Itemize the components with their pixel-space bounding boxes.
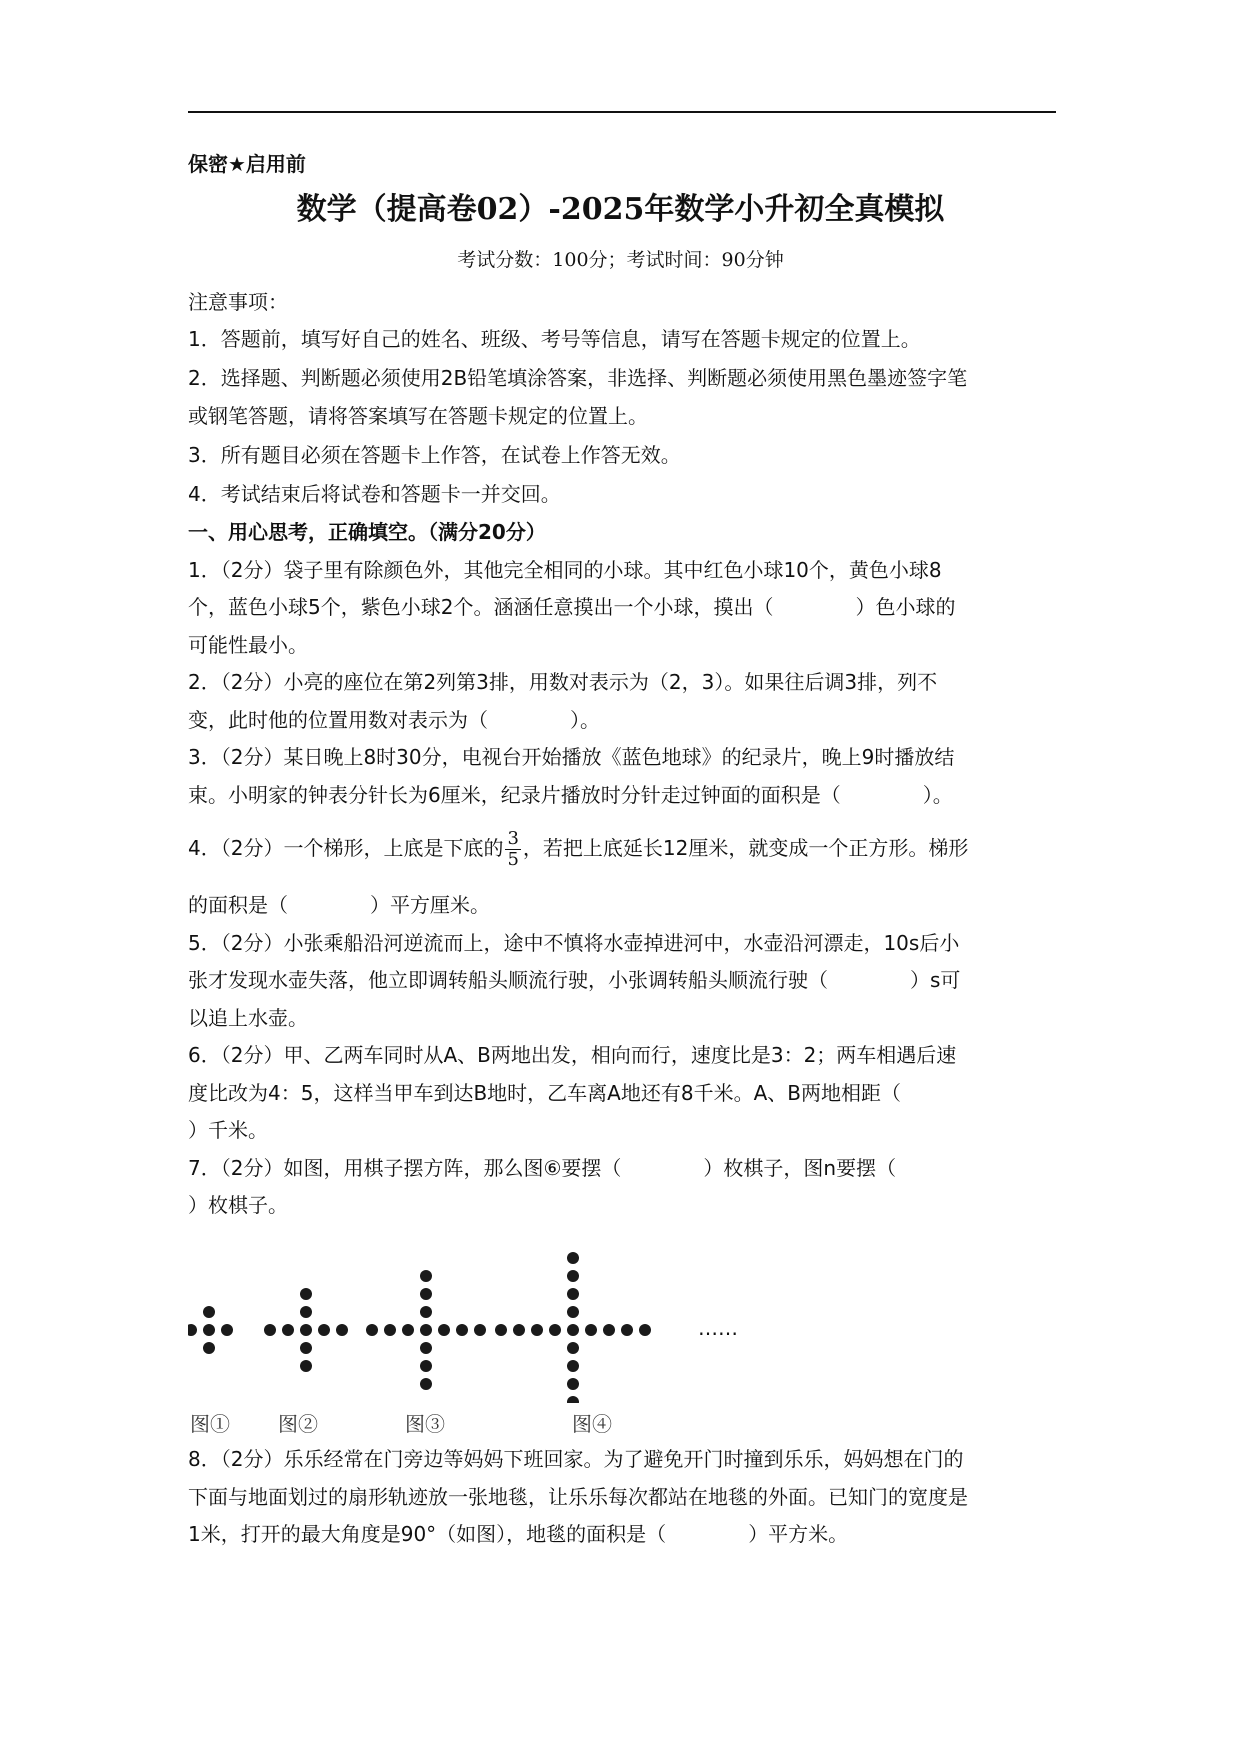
q1-line-1: 1．（2分）袋子里有除颜色外，其他完全相同的小球。其中红色小球10个，黄色小球8 [188, 558, 942, 582]
q5-line-3: 以追上水壶。 [188, 1006, 308, 1030]
q3-text-b: ）。 [922, 783, 953, 807]
figure-1-dot [203, 1342, 215, 1354]
figure-4-dot [567, 1270, 579, 1282]
figure-4-dot [531, 1324, 543, 1336]
q1-text-a: 个，蓝色小球5个，紫色小球2个。涵涵任意摸出一个小球，摸出（ [188, 595, 774, 619]
q7-ellipsis: …… [698, 1316, 738, 1340]
figure-2-dots [264, 1288, 348, 1372]
figure-2-dot [300, 1342, 312, 1354]
figure-2-dot [300, 1324, 312, 1336]
figure-3-dots [366, 1270, 486, 1390]
figure-label-3: 图③ [405, 1412, 445, 1436]
q5-text-b: ）s可 [910, 968, 961, 992]
q2-line-2 [188, 706, 600, 734]
figure-3-dot [402, 1324, 414, 1336]
figure-4-dot [567, 1342, 579, 1354]
note-item-1: 1．答题前，填写好自己的姓名、班级、考号等信息，请写在答题卡规定的位置上。 [188, 327, 921, 351]
q7-text-a: 7．（2分）如图，用棋子摆方阵，那么图⑥要摆（ [188, 1156, 622, 1180]
q8-line-3 [188, 1520, 848, 1548]
figure-4-dot [567, 1288, 579, 1300]
figure-2-dot [300, 1360, 312, 1372]
figure-label-4: 图④ [572, 1412, 612, 1436]
note-item-2-cont: 或钢笔答题，请将答案填写在答题卡规定的位置上。 [188, 404, 648, 428]
q2-text-a: 变，此时他的位置用数对表示为（ [188, 708, 488, 732]
q8-line-1: 8．（2分）乐乐经常在门旁边等妈妈下班回家。为了避免开门时撞到乐乐，妈妈想在门的 [188, 1447, 964, 1471]
figure-3-dot [420, 1342, 432, 1354]
figure-2-dot [336, 1324, 348, 1336]
figure-4-dots [495, 1252, 651, 1403]
q7-text-b: ）枚棋子，图n要摆（ [703, 1156, 897, 1180]
q7-dot-pattern-figure [188, 1228, 748, 1403]
q4-text-b: ，若把上底延长12厘米，就变成一个正方形。梯形 [522, 836, 969, 860]
exam-subtitle: 考试分数：100分；考试时间：90分钟 [457, 249, 784, 271]
notes-heading: 注意事项： [188, 290, 288, 314]
q4-line-1 [188, 825, 968, 871]
figure-3-dot [384, 1324, 396, 1336]
figure-3-dot [456, 1324, 468, 1336]
q3-line-1: 3．（2分）某日晚上8时30分，电视台开始播放《蓝色地球》的纪录片，晚上9时播放结 [188, 745, 955, 769]
figure-3-dot [366, 1324, 378, 1336]
q2-text-b: ）。 [570, 708, 600, 732]
q4-text-a: 4．（2分）一个梯形，上底是下底的 [188, 836, 504, 860]
q3-text-a: 束。小明家的钟表分针长为6厘米，纪录片播放时分针走过钟面的面积是（ [188, 783, 841, 807]
q7-line-1 [188, 1154, 896, 1182]
q8-text-a: 1米，打开的最大角度是90°（如图），地毯的面积是（ [188, 1522, 667, 1546]
section-1-heading: 一、用心思考，正确填空。（满分20分） [188, 520, 546, 544]
figure-4-dot [603, 1324, 615, 1336]
figure-2-dot [300, 1306, 312, 1318]
figure-3-dot [438, 1324, 450, 1336]
q2-line-1: 2．（2分）小亮的座位在第2列第3排，用数对表示为（2，3）。如果往后调3排，列不 [188, 670, 938, 694]
q1-line-2 [188, 593, 955, 621]
figure-2-dot [300, 1288, 312, 1300]
figure-4-dot [567, 1306, 579, 1318]
figure-1-dots [188, 1306, 233, 1354]
confidential-label: 保密★启用前 [188, 152, 306, 176]
figure-4-dot [585, 1324, 597, 1336]
figure-3-dot [420, 1306, 432, 1318]
q6-line-2: 度比改为4：5，这样当甲车到达B地时，乙车离A地还有8千米。A、B两地相距（ [188, 1081, 901, 1105]
q1-line-3: 可能性最小。 [188, 633, 308, 657]
q6-line-1: 6．（2分）甲、乙两车同时从A、B两地出发，相向而行，速度比是3：2；两车相遇后速 [188, 1043, 957, 1067]
q5-line-1: 5．（2分）小张乘船沿河逆流而上，途中不慎将水壶掉进河中，水壶沿河漂走，10s后小 [188, 931, 960, 955]
note-item-3: 3．所有题目必须在答题卡上作答，在试卷上作答无效。 [188, 443, 681, 467]
figure-1-dot [221, 1324, 233, 1336]
figure-3-dot [420, 1288, 432, 1300]
figure-3-dot [420, 1324, 432, 1336]
note-item-4: 4．考试结束后将试卷和答题卡一并交回。 [188, 482, 561, 506]
figure-4-dot [567, 1378, 579, 1390]
figure-4-dot [639, 1324, 651, 1336]
q1-text-b: ）色小球的 [855, 595, 956, 619]
q5-line-2 [188, 966, 960, 994]
figure-1-dot [188, 1324, 197, 1336]
figure-label-1: 图① [190, 1412, 230, 1436]
figure-3-dot [420, 1360, 432, 1372]
q4-fraction-numerator: 3 [507, 828, 519, 849]
figure-3-dot [474, 1324, 486, 1336]
q4-line-2 [188, 891, 490, 919]
figure-4-dot [567, 1360, 579, 1372]
figure-4-dot [621, 1324, 633, 1336]
figure-4-dot [567, 1324, 579, 1336]
note-item-2: 2．选择题、判断题必须使用2B铅笔填涂答案，非选择、判断题必须使用黑色墨迹签字笔 [188, 366, 968, 390]
figure-4-dot [495, 1324, 507, 1336]
figure-2-dot [282, 1324, 294, 1336]
q6-line-3: ）千米。 [188, 1118, 268, 1142]
figure-4-dot [567, 1396, 579, 1403]
figure-3-dot [420, 1378, 432, 1390]
q8-line-2: 下面与地面划过的扇形轨迹放一张地毯，让乐乐每次都站在地毯的外面。已知门的宽度是 [188, 1485, 968, 1509]
figure-2-dot [318, 1324, 330, 1336]
q4-text-d: ）平方厘米。 [370, 893, 490, 917]
q4-fraction [505, 829, 520, 870]
figure-4-dot [549, 1324, 561, 1336]
figure-2-dot [264, 1324, 276, 1336]
q7-line-2: ）枚棋子。 [188, 1193, 288, 1217]
figure-1-dot [203, 1324, 215, 1336]
q4-text-c: 的面积是（ [188, 893, 288, 917]
figure-label-2: 图② [278, 1412, 318, 1436]
q3-line-2 [188, 781, 953, 809]
figure-4-dot [513, 1324, 525, 1336]
q5-text-a: 张才发现水壶失落，他立即调转船头顺流行驶，小张调转船头顺流行驶（ [188, 968, 828, 992]
figure-1-dot [203, 1306, 215, 1318]
figure-4-dot [567, 1252, 579, 1264]
top-rule [188, 111, 1056, 113]
exam-title: 数学（提高卷02）-2025年数学小升初全真模拟 [296, 192, 945, 227]
q8-text-b: ）平方米。 [748, 1522, 849, 1546]
q4-fraction-denominator: 5 [507, 849, 519, 870]
figure-3-dot [420, 1270, 432, 1282]
